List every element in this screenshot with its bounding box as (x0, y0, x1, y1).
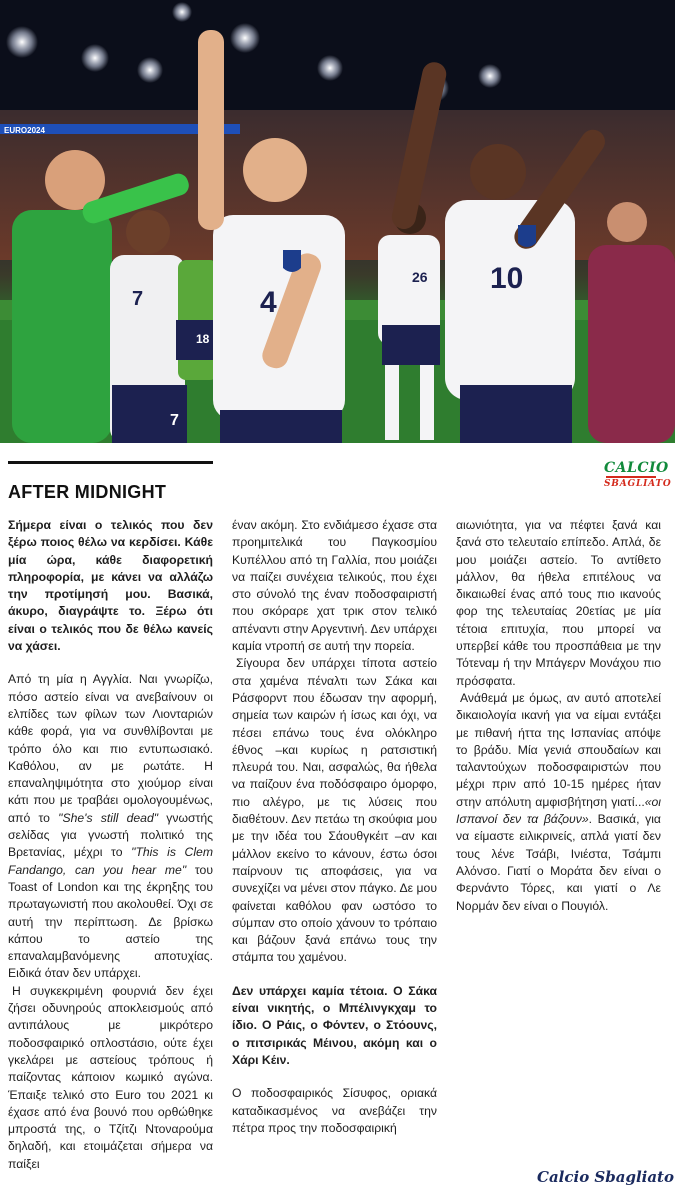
text-run: του Toast of London και της έκρηξης του πρωταγωνιστή που ακολουθεί. Όχι σε αυτή την περίπτωση. Δε βρίσκω κάπου το αστείο της επαναλαμβανόμενης αποτυχίας. Ειδικά όταν δεν υπάρχει. (8, 862, 213, 981)
title-rule (8, 461, 213, 464)
paragraph-continued: Η συγκεκριμένη φουρνιά δεν έχει ζήσει οδυνηρούς αποκλεισμούς από αντιπάλους με μικρότερο ποδοσφαιρικό οπλοστάσιο, ούτε έχει γκελάρει με αστείους τρόπους ή παίζοντας κάποιον κωμικό αγώνα. Έπαιξε τελικό στο Euro του 2021 κι έχασε από ένα βουνό που ορθώθηκε μπροστά της, ο Τζίτζι Ντοναρούμα δηλαδή, και ετοιμάζεται σήμερα να παίξει (8, 983, 213, 1171)
article-title: AFTER MIDNIGHT (8, 482, 167, 502)
paragraph (456, 517, 661, 915)
text-run: . Βασικά, για να είμαστε ειλικρινείς, απλά γιατί δεν τους λένε Τσάβι, Ινιέστα, Τσάμπι Αλόνσο. Γιατί ο Μοράτα δεν είναι ο Φερνάντο Τόρες, και γιατί ο Λε Νορμάν δεν είναι ο Πουγιόλ. (456, 812, 661, 913)
paragraph: Ο ποδοσφαιρικός Σίσυφος, οριακά καταδικασμένος να ανεβάζει την πέτρα προς την ποδοσφαιρική (232, 1086, 437, 1135)
jersey-number: 26 (412, 269, 428, 285)
crest-icon (518, 225, 536, 247)
brand-logo (604, 460, 672, 491)
text-run: Από τη μία η Αγγλία. Ναι γνωρίζω, πόσο αστείο είναι να ανεβαίνουν οι ελπίδες των φίλων των Λιονταριών κάθε φορά, για να συνθλίβονται με τρόπο όλο και πιο εντυπωσιακό. Καθόλου, αν με ρωτάτε. Η επαναληψιμότητα στο χιούμορ είναι κάτι που με τραβάει ομολογουμένως, από το (8, 672, 213, 825)
footer-signature: Calcio Sbagliato (537, 1168, 674, 1186)
paragraph (8, 671, 213, 1173)
quote: "This is Clem Fandango, can you hear me" (8, 845, 213, 877)
euro-banner: EURO2024 (4, 126, 45, 135)
text-run: Ανάθεμά με όμως, αν αυτό αποτελεί δικαιολογία ικανή για να είμαι εντάξει με πιθανή ήττα της Ισπανίας απόψε το βράδυ. Μία γενιά σπουδαίων και ταλαντούχων ποδοσφαιριστών που μέχρι πριν από 10-15 ημέρες ήταν στην απόλυτη αμφισβήτηση γιατί... (456, 690, 661, 809)
brand-line-1: CALCIO (604, 460, 669, 476)
jersey-number: 10 (490, 262, 524, 295)
article-column-3 (456, 517, 661, 931)
text-run: αιωνιότητα, για να πέφτει ξανά και ξανά στο τελευταίο επίπεδο. Απλά, δε μου μοιάζει αστείο. Το αντίθετο μάλλον, θα ήθελα επιτέλους να δικαιωθεί ένας από τους πιο ικανούς φορ της τελευταίας 20ετίας με μία τέτοια επιτυχία, που μπορεί να υπερβεί κάθε του προσπάθεια με την Τότεναμ ή την Μπάγερν Μονάχου πιο πρόσφατα. (456, 518, 661, 688)
hero-photo (0, 0, 675, 443)
celebration-illustration (0, 0, 675, 443)
shorts-number: 18 (196, 332, 210, 346)
brand-line-2: SBAGLIATO (604, 479, 672, 489)
jersey-number: 4 (260, 286, 277, 319)
article-column-2 (232, 517, 437, 1153)
shorts-number: 7 (170, 412, 179, 429)
crest-icon (283, 250, 301, 272)
quote: "She's still dead" (58, 810, 159, 825)
text-run: γνωστής σελίδας για γνωστή πολιτικό της Βρετανίας, μέχρι το (8, 810, 214, 860)
lead-paragraph: Σήμερα είναι ο τελικός που δεν ξέρω ποιος θέλω να κερδίσει. Κάθε μία ώρα, κάθε διαφορετική πληροφορία, με κάνει να αλλάζω την προτίμησή μου. Βασικά, άκυρο, διαγράψτε το. Ξέρω ότι είναι ο τελικός που δε θέλω κανείς να χάσει. (8, 518, 213, 654)
paragraph-continued: Σίγουρα δεν υπάρχει τίποτα αστείο στα χαμένα πέναλτι των Σάκα και Ράσφορντ που έδωσαν την αφορμή, σημεία των καιρών ή ίσως και όχι, να πέσει επάνω τους ένα ολόκληρο έθνος –και κυρίως η ρατσιστική πλευρά του. Ναι, ασφαλώς, θα ήθελα να παίζουν ένα ποδόσφαιρο όμορφο, πιο αλέγρο, με τις λύσεις που διαθέτουν. Δεν πετάω τη σκούφια μου με την ιδέα του Σάουθγκέιτ –αν και μάλλον εκείνο το κάνουν, έστω όσοι παίρνουν τις αποφάσεις, για να συνεχίζει να μένει στον πάγκο. Δε μου φαίνεται καθόλου φαν ωστόσο το σύμπαν στο οποίο χάνουν το τρόπαιο και βάζουν ξανά επάνω τους την στάμπα του χαμένου. (232, 656, 437, 965)
paragraph-continued (456, 690, 661, 915)
article-column-1 (8, 517, 213, 1189)
quote: «οι Ισπανοί δεν τα βάζουν» (456, 794, 661, 827)
paragraph (232, 517, 437, 967)
jersey-number: 7 (132, 288, 144, 310)
bold-paragraph: Δεν υπάρχει καμία τέτοια. Ο Σάκα είναι νικητής, ο Μπέλινγκχαμ το ίδιο. Ο Ράις, ο Φόντεν, ο Στόουνς, ο πιτσιρικάς Μέινου, ακόμη και ο Χάρι Κέιν. (232, 983, 437, 1067)
text-run: έναν ακόμη. Στο ενδιάμεσο έχασε στα προημιτελικά του Παγκοσμίου Κυπέλλου από τη Γαλλία, που μοιάζει να παίζει συνέχεια τελικούς, που έχει στο σύνολό της έναν ποδοσφαιριστή που σκόραρε χατ τρικ στον τελικό απέναντι στην Αργεντινή. Δεν υπάρχει καμία ντροπή σε αυτή την πορεία. (232, 518, 437, 654)
